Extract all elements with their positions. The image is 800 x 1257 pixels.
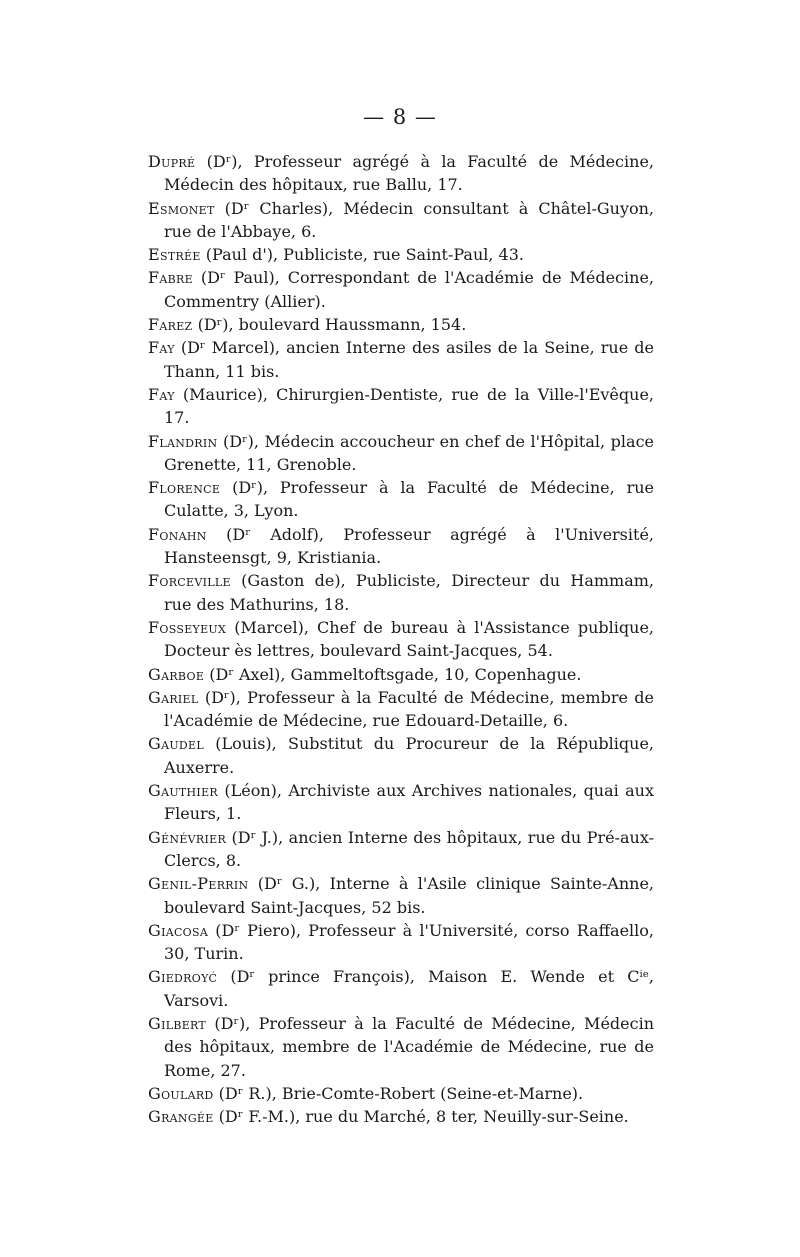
entry-name: Grangée xyxy=(148,1107,214,1127)
list-item xyxy=(148,872,654,919)
entry-name: Genil-Perrin xyxy=(148,874,249,894)
entry-details: (Dʳ Marcel), ancien Interne des asiles de la Seine, rue de Thann, 11 bis. xyxy=(164,338,654,381)
entry-name: Giacosa xyxy=(148,920,209,940)
entry-name: Gauthier xyxy=(148,781,218,801)
entry-name: Gaudel xyxy=(148,734,204,754)
entry-details: (Paul d'), Publiciste, rue Saint-Paul, 43. xyxy=(200,245,524,265)
entry-name: Esmonet xyxy=(148,198,215,218)
list-item xyxy=(148,150,654,197)
entry-name: Gilbert xyxy=(148,1013,207,1033)
entry-details: (Léon), Archiviste aux Archives nationales, quai aux Fleurs, 1. xyxy=(164,781,654,824)
entry-name: Fay xyxy=(148,384,175,404)
list-item xyxy=(148,919,654,966)
entry-name: Dupré xyxy=(148,152,196,171)
list-item xyxy=(148,266,654,313)
entry-details: (Maurice), Chirurgien-Dentiste, rue de la Ville-l'Evêque, 17. xyxy=(164,384,654,428)
entry-name: Fabre xyxy=(148,268,193,288)
list-item xyxy=(148,1082,654,1105)
list-item xyxy=(148,197,654,244)
entry-name: Génévrier xyxy=(148,827,227,847)
list-item xyxy=(148,569,654,616)
entry-details: (Dʳ), Professeur à la Faculté de Médecine, Médecin des hôpitaux, membre de l'Académie de Médecine, rue de Rome, 27. xyxy=(164,1013,654,1080)
entry-name: Gariel xyxy=(148,687,199,707)
entry-details: (Dʳ), Professeur agrégé à la Faculté de Médecine, Médecin des hôpitaux, rue Ballu, 17. xyxy=(164,152,654,195)
entry-details: (Marcel), Chef de bureau à l'Assistance publique, Docteur ès lettres, boulevard Saint-Jacques, 54. xyxy=(164,617,654,661)
entry-name: Goulard xyxy=(148,1083,214,1103)
list-item xyxy=(148,313,654,336)
list-item xyxy=(148,476,654,523)
directory-list xyxy=(148,150,654,1128)
list-item xyxy=(148,523,654,570)
list-item xyxy=(148,243,654,266)
entry-name: Farez xyxy=(148,315,193,335)
entry-details: (Dʳ J.), ancien Interne des hôpitaux, rue du Pré-aux-Clercs, 8. xyxy=(164,827,654,870)
list-item xyxy=(148,1105,654,1128)
entry-name: Fonahn xyxy=(148,524,207,544)
list-item xyxy=(148,779,654,826)
list-item xyxy=(148,663,654,686)
list-item xyxy=(148,686,654,733)
entry-details: (Gaston de), Publiciste, Directeur du Hammam, rue des Mathurins, 18. xyxy=(164,571,654,614)
entry-details: (Dʳ Charles), Médecin consultant à Châtel-Guyon, rue de l'Abbaye, 6. xyxy=(164,198,654,241)
entry-name: Florence xyxy=(148,478,221,498)
entry-details: (Dʳ Adolf), Professeur agrégé à l'Université, Hansteensgt, 9, Kristiania. xyxy=(164,524,654,568)
entry-name: Flandrin xyxy=(148,431,218,451)
entry-details: (Louis), Substitut du Procureur de la République, Auxerre. xyxy=(164,734,654,777)
entry-details: (Dʳ G.), Interne à l'Asile clinique Sainte-Anne, boulevard Saint-Jacques, 52 bis. xyxy=(164,874,654,917)
entry-name: Giedroyć xyxy=(148,967,218,987)
list-item xyxy=(148,826,654,873)
page-number: — 8 — xyxy=(363,105,437,129)
entry-name: Garboe xyxy=(148,664,205,684)
entry-details: (Dʳ Piero), Professeur à l'Université, corso Raffaello, 30, Turin. xyxy=(164,920,654,964)
entry-details: (Dʳ), boulevard Haussmann, 154. xyxy=(192,315,467,335)
list-item xyxy=(148,616,654,663)
entry-name: Estrée xyxy=(148,245,201,265)
entry-details: (Dʳ Axel), Gammeltoftsgade, 10, Copenhague. xyxy=(204,664,582,684)
entry-details: (Dʳ prince François), Maison E. Wende et Cⁱᵉ, Varsovi. xyxy=(164,967,654,1010)
entry-details: (Dʳ), Professeur à la Faculté de Médecine, membre de l'Académie de Médecine, rue Edouard-Detaille, 6. xyxy=(164,687,654,731)
list-item xyxy=(148,336,654,383)
entry-name: Fay xyxy=(148,338,175,358)
entry-details: (Dʳ), Professeur à la Faculté de Médecine, rue Culatte, 3, Lyon. xyxy=(164,478,654,521)
entry-name: Forceville xyxy=(148,571,231,591)
list-item xyxy=(148,383,654,430)
entry-details: (Dʳ Paul), Correspondant de l'Académie de Médecine, Commentry (Allier). xyxy=(164,268,654,311)
list-item xyxy=(148,732,654,779)
list-item xyxy=(148,1012,654,1082)
entry-details: (Dʳ), Médecin accoucheur en chef de l'Hôpital, place Grenette, 11, Grenoble. xyxy=(164,431,654,474)
entry-name: Fosseyeux xyxy=(148,617,227,637)
list-item xyxy=(148,965,654,1012)
entry-details: (Dʳ R.), Brie-Comte-Robert (Seine-et-Marne). xyxy=(213,1083,584,1103)
list-item xyxy=(148,430,654,477)
entry-details: (Dʳ F.-M.), rue du Marché, 8 ter, Neuilly-sur-Seine. xyxy=(213,1107,629,1127)
